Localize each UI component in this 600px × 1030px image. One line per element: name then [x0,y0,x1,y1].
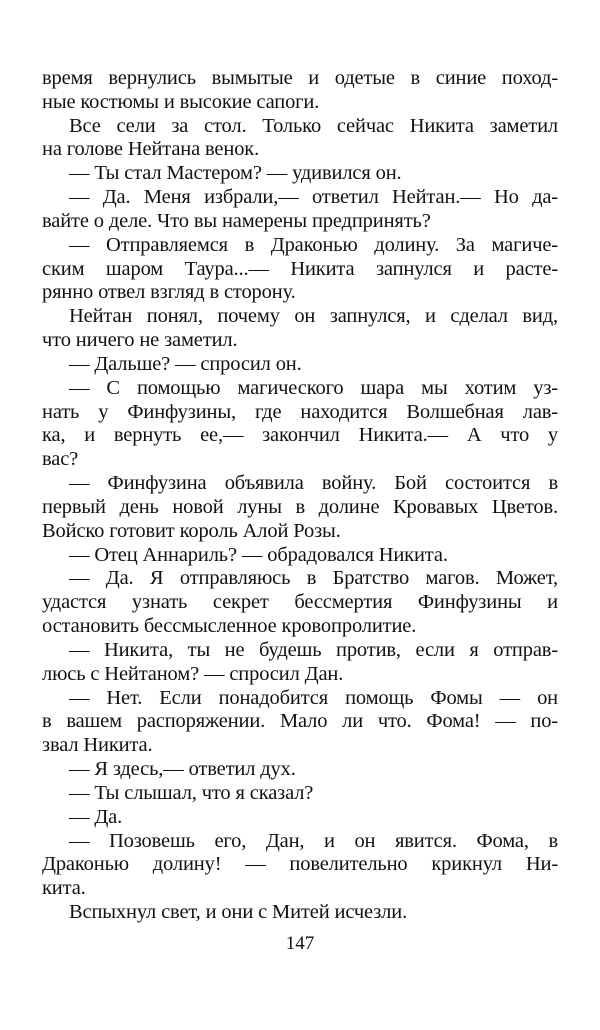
text-line: остановить бессмысленное кровопролитие. [42,615,417,638]
text-line: — Дальше? — спросил он. [69,352,302,375]
text-line: — Я здесь,— ответил дух. [69,758,296,781]
text-line: — Да. [69,805,123,828]
text-line: ка, и вернуть ее,— закончил Никита.— А что у [42,424,558,447]
text-line: Вспыхнул свет, и они с Митей исчезли. [69,900,408,923]
text-line: — Отправляемся в Драконью долину. За магиче- [69,233,558,256]
text-line: ским шаром Таура...— Никита запнулся и расте- [42,257,558,280]
text-line: Войско готовит король Алой Розы. [42,519,341,542]
text-line: первый день новой луны в долине Кровавых Цветов. [42,495,558,518]
text-line: — Финфузина объявила войну. Бой состоится в [69,472,558,495]
text-line: нать у Финфузины, где находится Волшебная лав- [42,400,558,423]
text-line: Все сели за стол. Только сейчас Никита заметил [69,114,558,137]
text-line: люсь с Нейтаном? — спросил Дан. [42,662,344,685]
text-line: — Ты стал Мастером? — удивился он. [69,162,402,185]
text-line: — Ты слышал, что я сказал? [69,781,314,804]
text-line: Нейтан понял, почему он запнулся, и сделал вид, [69,305,558,328]
text-line: — Да. Я отправляюсь в Братство магов. Может, [69,567,558,590]
text-line: — Отец Аннариль? — обрадовался Никита. [69,543,448,566]
text-line: время вернулись вымытые и одетые в синие поход- [42,67,558,89]
text-line: ные костюмы и высокие сапоги. [42,90,320,113]
text-line: вас? [42,448,79,471]
text-line: в вашем распоряжении. Мало ли что. Фома! — по- [42,710,558,733]
text-line: — С помощью магического шара мы хотим уз- [69,376,558,399]
text-line: звал Никита. [42,734,153,757]
page-body-text [42,67,558,925]
text-line: вайте о деле. Что вы намерены предпринять? [42,209,431,232]
text-line: — Да. Меня избрали,— ответил Нейтан.— Но да- [69,186,558,209]
text-line: — Нет. Если понадобится помощь Фомы — он [69,686,558,709]
text-line: удастся узнать секрет бессмертия Финфузины и [42,591,558,614]
text-line: что ничего не заметил. [42,329,238,352]
text-line: рянно отвел взгляд в сторону. [42,281,296,304]
page-number: 147 [285,933,315,954]
text-line: на голове Нейтана венок. [42,138,260,161]
text-line: — Никита, ты не будешь против, если я отправ- [69,638,558,661]
text-line: — Позовешь его, Дан, и он явится. Фома, в [69,829,558,852]
text-line: Драконью долину! — повелительно крикнул Ни- [42,853,558,876]
text-line: кита. [42,877,86,900]
